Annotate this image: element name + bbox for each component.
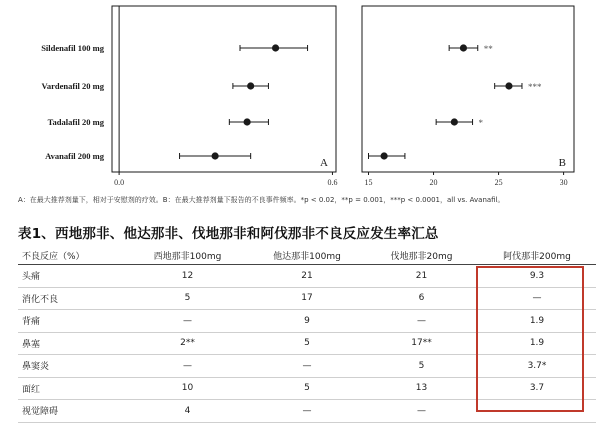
- cell-tadalafil: 9: [249, 310, 365, 333]
- point-estimate: [244, 118, 251, 125]
- cell-sildenafil: —: [126, 310, 249, 333]
- cell-tadalafil: —: [249, 400, 365, 423]
- cell-avanafil: —: [478, 287, 596, 310]
- header-avanafil: 阿伐那非200mg: [478, 246, 596, 265]
- plot-frame-b: [362, 6, 574, 172]
- point-estimate: [212, 152, 219, 159]
- cell-sildenafil: 12: [126, 265, 249, 288]
- drug-label: Avanafil 200 mg: [45, 151, 104, 161]
- x-tick-label: 20: [429, 178, 438, 187]
- header-vardenafil: 伐地那非20mg: [365, 246, 478, 265]
- point-estimate: [272, 44, 279, 51]
- cell-tadalafil: 5: [249, 332, 365, 355]
- cell-avanafil: 3.7*: [478, 355, 596, 378]
- row-label: 鼻窦炎: [18, 355, 126, 378]
- cell-vardenafil: 5: [365, 355, 478, 378]
- cell-tadalafil: 21: [249, 265, 365, 288]
- drug-label: Sildenafil 100 mg: [41, 43, 104, 53]
- significance-marker: *: [478, 118, 484, 128]
- cell-vardenafil: —: [365, 310, 478, 333]
- row-label: 鼻塞: [18, 332, 126, 355]
- row-label: 视觉障碍: [18, 400, 126, 423]
- significance-marker: ***: [527, 82, 542, 92]
- cell-avanafil: 1.9: [478, 332, 596, 355]
- cell-sildenafil: —: [126, 355, 249, 378]
- x-tick-label: 15: [364, 178, 373, 187]
- row-label: 背痛: [18, 310, 126, 333]
- row-label: 头痛: [18, 265, 126, 288]
- plot-frame-a: [112, 6, 336, 172]
- cell-sildenafil: 2**: [126, 332, 249, 355]
- cell-tadalafil: —: [249, 355, 365, 378]
- cell-tadalafil: 5: [249, 377, 365, 400]
- table-title: 表1、西地那非、他达那非、伐地那非和阿伐那非不良反应发生率汇总: [18, 226, 439, 242]
- cell-avanafil: 1.9: [478, 310, 596, 333]
- cell-vardenafil: 17**: [365, 332, 478, 355]
- cell-avanafil: —: [478, 400, 596, 423]
- cell-vardenafil: 6: [365, 287, 478, 310]
- cell-sildenafil: 4: [126, 400, 249, 423]
- x-tick-label: 25: [494, 178, 503, 187]
- row-label: 消化不良: [18, 287, 126, 310]
- x-tick-label: 0.0: [114, 178, 125, 187]
- table-header-row: [18, 246, 596, 265]
- forest-plot-panel-b: [362, 6, 574, 187]
- avanafil-highlight-box: [476, 266, 584, 412]
- point-estimate: [247, 82, 254, 89]
- header-adverse-reaction: 不良反应（%）: [18, 246, 126, 265]
- cell-vardenafil: 21: [365, 265, 478, 288]
- header-sildenafil: 西地那非100mg: [126, 246, 249, 265]
- figure-caption: A：在最大推荐剂量下，相对于安慰剂的疗效。B：在最大推荐剂量下报告的不良事件频率。*p < 0.02，**p = 0.001，***p < 0.0001，all vs. Avanafil。: [18, 196, 505, 204]
- point-estimate: [381, 152, 388, 159]
- drug-label: Vardenafil 20 mg: [41, 81, 104, 91]
- point-estimate: [451, 118, 458, 125]
- panel-label: A: [320, 157, 328, 169]
- cell-avanafil: 3.7: [478, 377, 596, 400]
- cell-vardenafil: —: [365, 400, 478, 423]
- point-estimate: [505, 82, 512, 89]
- x-tick-label: 0.6: [327, 178, 338, 187]
- forest-plot-figure: [0, 0, 612, 200]
- cell-sildenafil: 5: [126, 287, 249, 310]
- panel-label: B: [558, 157, 566, 169]
- point-estimate: [460, 44, 467, 51]
- row-label: 面红: [18, 377, 126, 400]
- cell-vardenafil: 13: [365, 377, 478, 400]
- significance-marker: **: [483, 44, 493, 54]
- x-tick-label: 30: [559, 178, 568, 187]
- header-tadalafil: 他达那非100mg: [249, 246, 365, 265]
- forest-plot-panel-a: [41, 6, 337, 187]
- cell-sildenafil: 10: [126, 377, 249, 400]
- cell-avanafil: 9.3: [478, 265, 596, 288]
- cell-tadalafil: 17: [249, 287, 365, 310]
- drug-label: Tadalafil 20 mg: [47, 117, 104, 127]
